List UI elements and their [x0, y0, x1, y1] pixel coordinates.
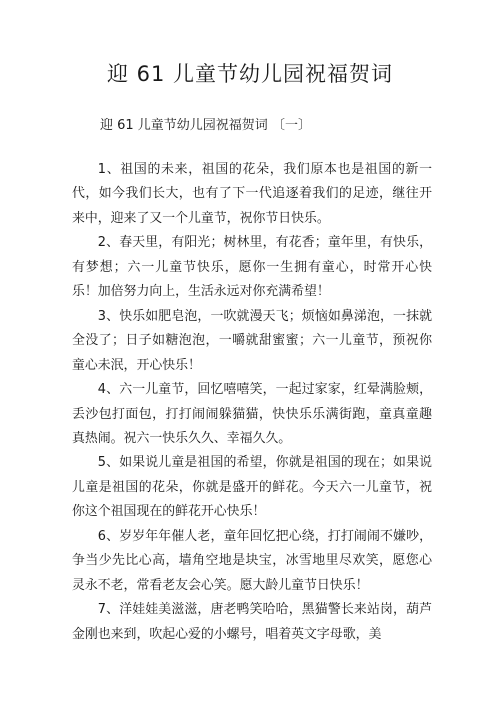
paragraph-1: 1、祖国的未来，祖国的花朵，我们原本也是祖国的新一代，如今我们长大，也有了下一代追逐着我们的足迹，继往开来中，迎来了又一个儿童节，祝你节日快乐。: [72, 162, 432, 226]
paragraph-3: 3、快乐如肥皂泡，一吹就漫天飞；烦恼如鼻涕泡，一抹就全没了；日子如糖泡泡，一嚼就甜蜜蜜；六一儿童节，预祝你童心未泯，开心快乐！: [72, 308, 432, 373]
paragraph-6: 6、岁岁年年催人老，童年回忆把心绕，打打闹闹不嫌吵，争当少先比心高，墙角空地是块宝，冰雪地里尽欢笑，愿您心灵永不老，常看老友会心笑。愿大龄儿童节日快乐！: [72, 528, 432, 593]
document-title: 迎 61 儿童节幼儿园祝福贺词: [106, 62, 394, 86]
document-subtitle: 迎 61 儿童节幼儿园祝福贺词 〔一〕: [100, 118, 311, 133]
paragraph-4: 4、六一儿童节，回忆嘻嘻笑，一起过家家，红晕满脸颊，丢沙包打面包，打打闹闹躲猫猫，快快乐乐满街跑，童真童趣真热闹。祝六一快乐久久、幸福久久。: [72, 382, 432, 446]
document-body: [72, 158, 432, 647]
paragraph-2: 2、春天里，有阳光；树林里，有花香；童年里，有快乐，有梦想；六一儿童节快乐，愿你一生拥有童心，时常开心快乐！加倍努力向上，生活永远对你充满希望！: [72, 235, 432, 300]
paragraph-5: 5、如果说儿童是祖国的希望，你就是祖国的现在；如果说儿童是祖国的花朵，你就是盛开的鲜花。今天六一儿童节，祝你这个祖国现在的鲜花开心快乐！: [72, 455, 432, 520]
paragraph-7: 7、洋娃娃美滋滋，唐老鸭笑哈哈，黑猫警长来站岗，葫芦金刚也来到，吹起心爱的小螺号，唱着英文字母歌，美: [72, 602, 432, 642]
